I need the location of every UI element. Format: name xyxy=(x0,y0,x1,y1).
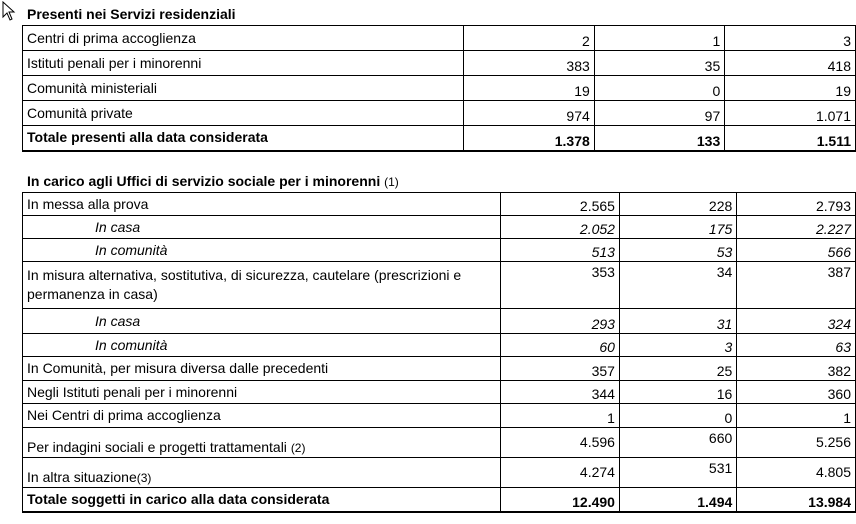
total-row: Totale soggetti in carico alla data considerata 12.490 1.494 13.984 xyxy=(23,488,856,512)
footnote-marker: (3) xyxy=(136,471,152,485)
residential-services-table xyxy=(22,25,856,152)
footnote-marker: (2) xyxy=(290,441,306,455)
table-row: Comunità private 974 97 1.071 xyxy=(23,101,856,126)
table-row: In casa 2.052 175 2.227 xyxy=(23,216,856,239)
table-row: In comunità 513 53 566 xyxy=(23,239,856,262)
table-row: Nei Centri di prima accoglienza 1 0 1 xyxy=(23,404,856,428)
table-row: Negli Istituti penali per i minorenni 344 16 360 xyxy=(23,381,856,404)
section1-title: Presenti nei Servizi residenziali xyxy=(27,6,236,22)
table-row: In comunità 60 3 63 xyxy=(23,334,856,357)
table-row: Comunità ministeriali 19 0 19 xyxy=(23,76,856,101)
footnote-marker: (1) xyxy=(384,175,399,189)
table-row: In Comunità, per misura diversa dalle precedenti 357 25 382 xyxy=(23,357,856,381)
table-row: Istituti penali per i minorenni 383 35 418 xyxy=(23,51,856,76)
section2-title: In carico agli Uffici di servizio sociale per i minorenni (1) xyxy=(27,173,399,189)
table-row: Centri di prima accoglienza 2 1 3 xyxy=(23,26,856,51)
table-row: In misura alternativa, sostitutiva, di sicurezza, cautelare (prescrizioni e permanenza in casa) 353 34 387 xyxy=(23,262,856,309)
table-row: In altra situazione(3) 4.274 531 4.805 xyxy=(23,458,856,488)
total-row: Totale presenti alla data considerata 1.378 133 1.511 xyxy=(23,126,856,151)
table-row: Per indagini sociali e progetti trattamentali (2) 4.596 660 5.256 xyxy=(23,428,856,458)
table-row: In messa alla prova 2.565 228 2.793 xyxy=(23,193,856,216)
table-row: In casa 293 31 324 xyxy=(23,309,856,334)
social-services-table xyxy=(22,192,856,513)
arrow-cursor-icon xyxy=(2,1,16,21)
